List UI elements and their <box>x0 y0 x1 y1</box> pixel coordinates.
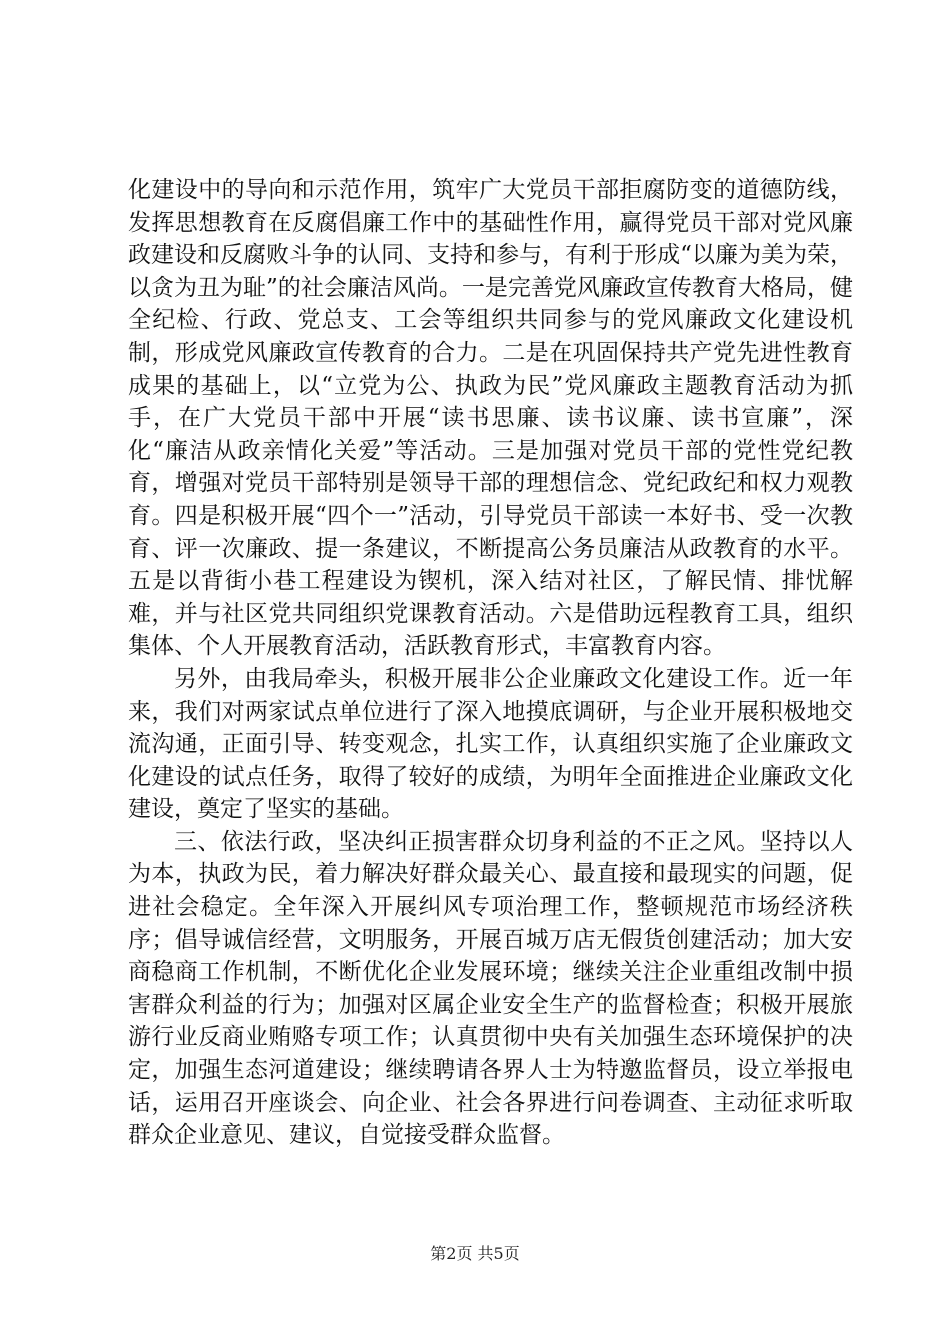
document-body <box>128 174 853 1152</box>
paragraph-1: 化建设中的导向和示范作用，筑牢广大党员干部拒腐防变的道德防线，发挥思想教育在反腐倡廉工作中的基础性作用，赢得党员干部对党风廉政建设和反腐败斗争的认同、支持和参与，有利于形成“以廉为美为荣，以贪为丑为耻”的社会廉洁风尚。一是完善党风廉政宣传教育大格局，健全纪检、行政、党总支、工会等组织共同参与的党风廉政文化建设机制，形成党风廉政宣传教育的合力。二是在巩固保持共产党先进性教育成果的基础上，以“立党为公、执政为民”党风廉政主题教育活动为抓手，在广大党员干部中开展“读书思廉、读书议廉、读书宣廉”，深化“廉洁从政亲情化关爱”等活动。三是加强对党员干部的党性党纪教育，增强对党员干部特别是领导干部的理想信念、党纪政纪和权力观教育。四是积极开展“四个一”活动，引导党员干部读一本好书、受一次教育、评一次廉政、提一条建议，不断提高公务员廉洁从政教育的水平。五是以背街小巷工程建设为锲机，深入结对社区，了解民情、排忧解难，并与社区党共同组织党课教育活动。六是借助远程教育工具，组织集体、个人开展教育活动，活跃教育形式，丰富教育内容。 <box>128 177 853 660</box>
paragraph-3: 三、依法行政，坚决纠正损害群众切身利益的不正之风。坚持以人为本，执政为民，着力解决好群众最关心、最直接和最现实的问题，促进社会稳定。全年深入开展纠风专项治理工作，整顿规范市场经济秩序；倡导诚信经营，文明服务，开展百城万店无假货创建活动；加大安商稳商工作机制，不断优化企业发展环境；继续关注企业重组改制中损害群众利益的行为；加强对区属企业安全生产的监督检查；积极开展旅游行业反商业贿赂专项工作；认真贯彻中央有关加强生态环境保护的决定，加强生态河道建设；继续聘请各界人士为特邀监督员，设立举报电话，运用召开座谈会、向企业、社会各界进行问卷调查、主动征求听取群众企业意见、建议，自觉接受群众监督。 <box>128 828 853 1149</box>
paragraph-2: 另外，由我局牵头，积极开展非公企业廉政文化建设工作。近一年来，我们对两家试点单位进行了深入地摸底调研，与企业开展积极地交流沟通，正面引导、转变观念，扎实工作，认真组织实施了企业廉政文化建设的试点任务，取得了较好的成绩，为明年全面推进企业廉政文化建设，奠定了坚实的基础。 <box>128 665 853 823</box>
page-number-footer: 第2页 共5页 <box>430 1244 520 1263</box>
